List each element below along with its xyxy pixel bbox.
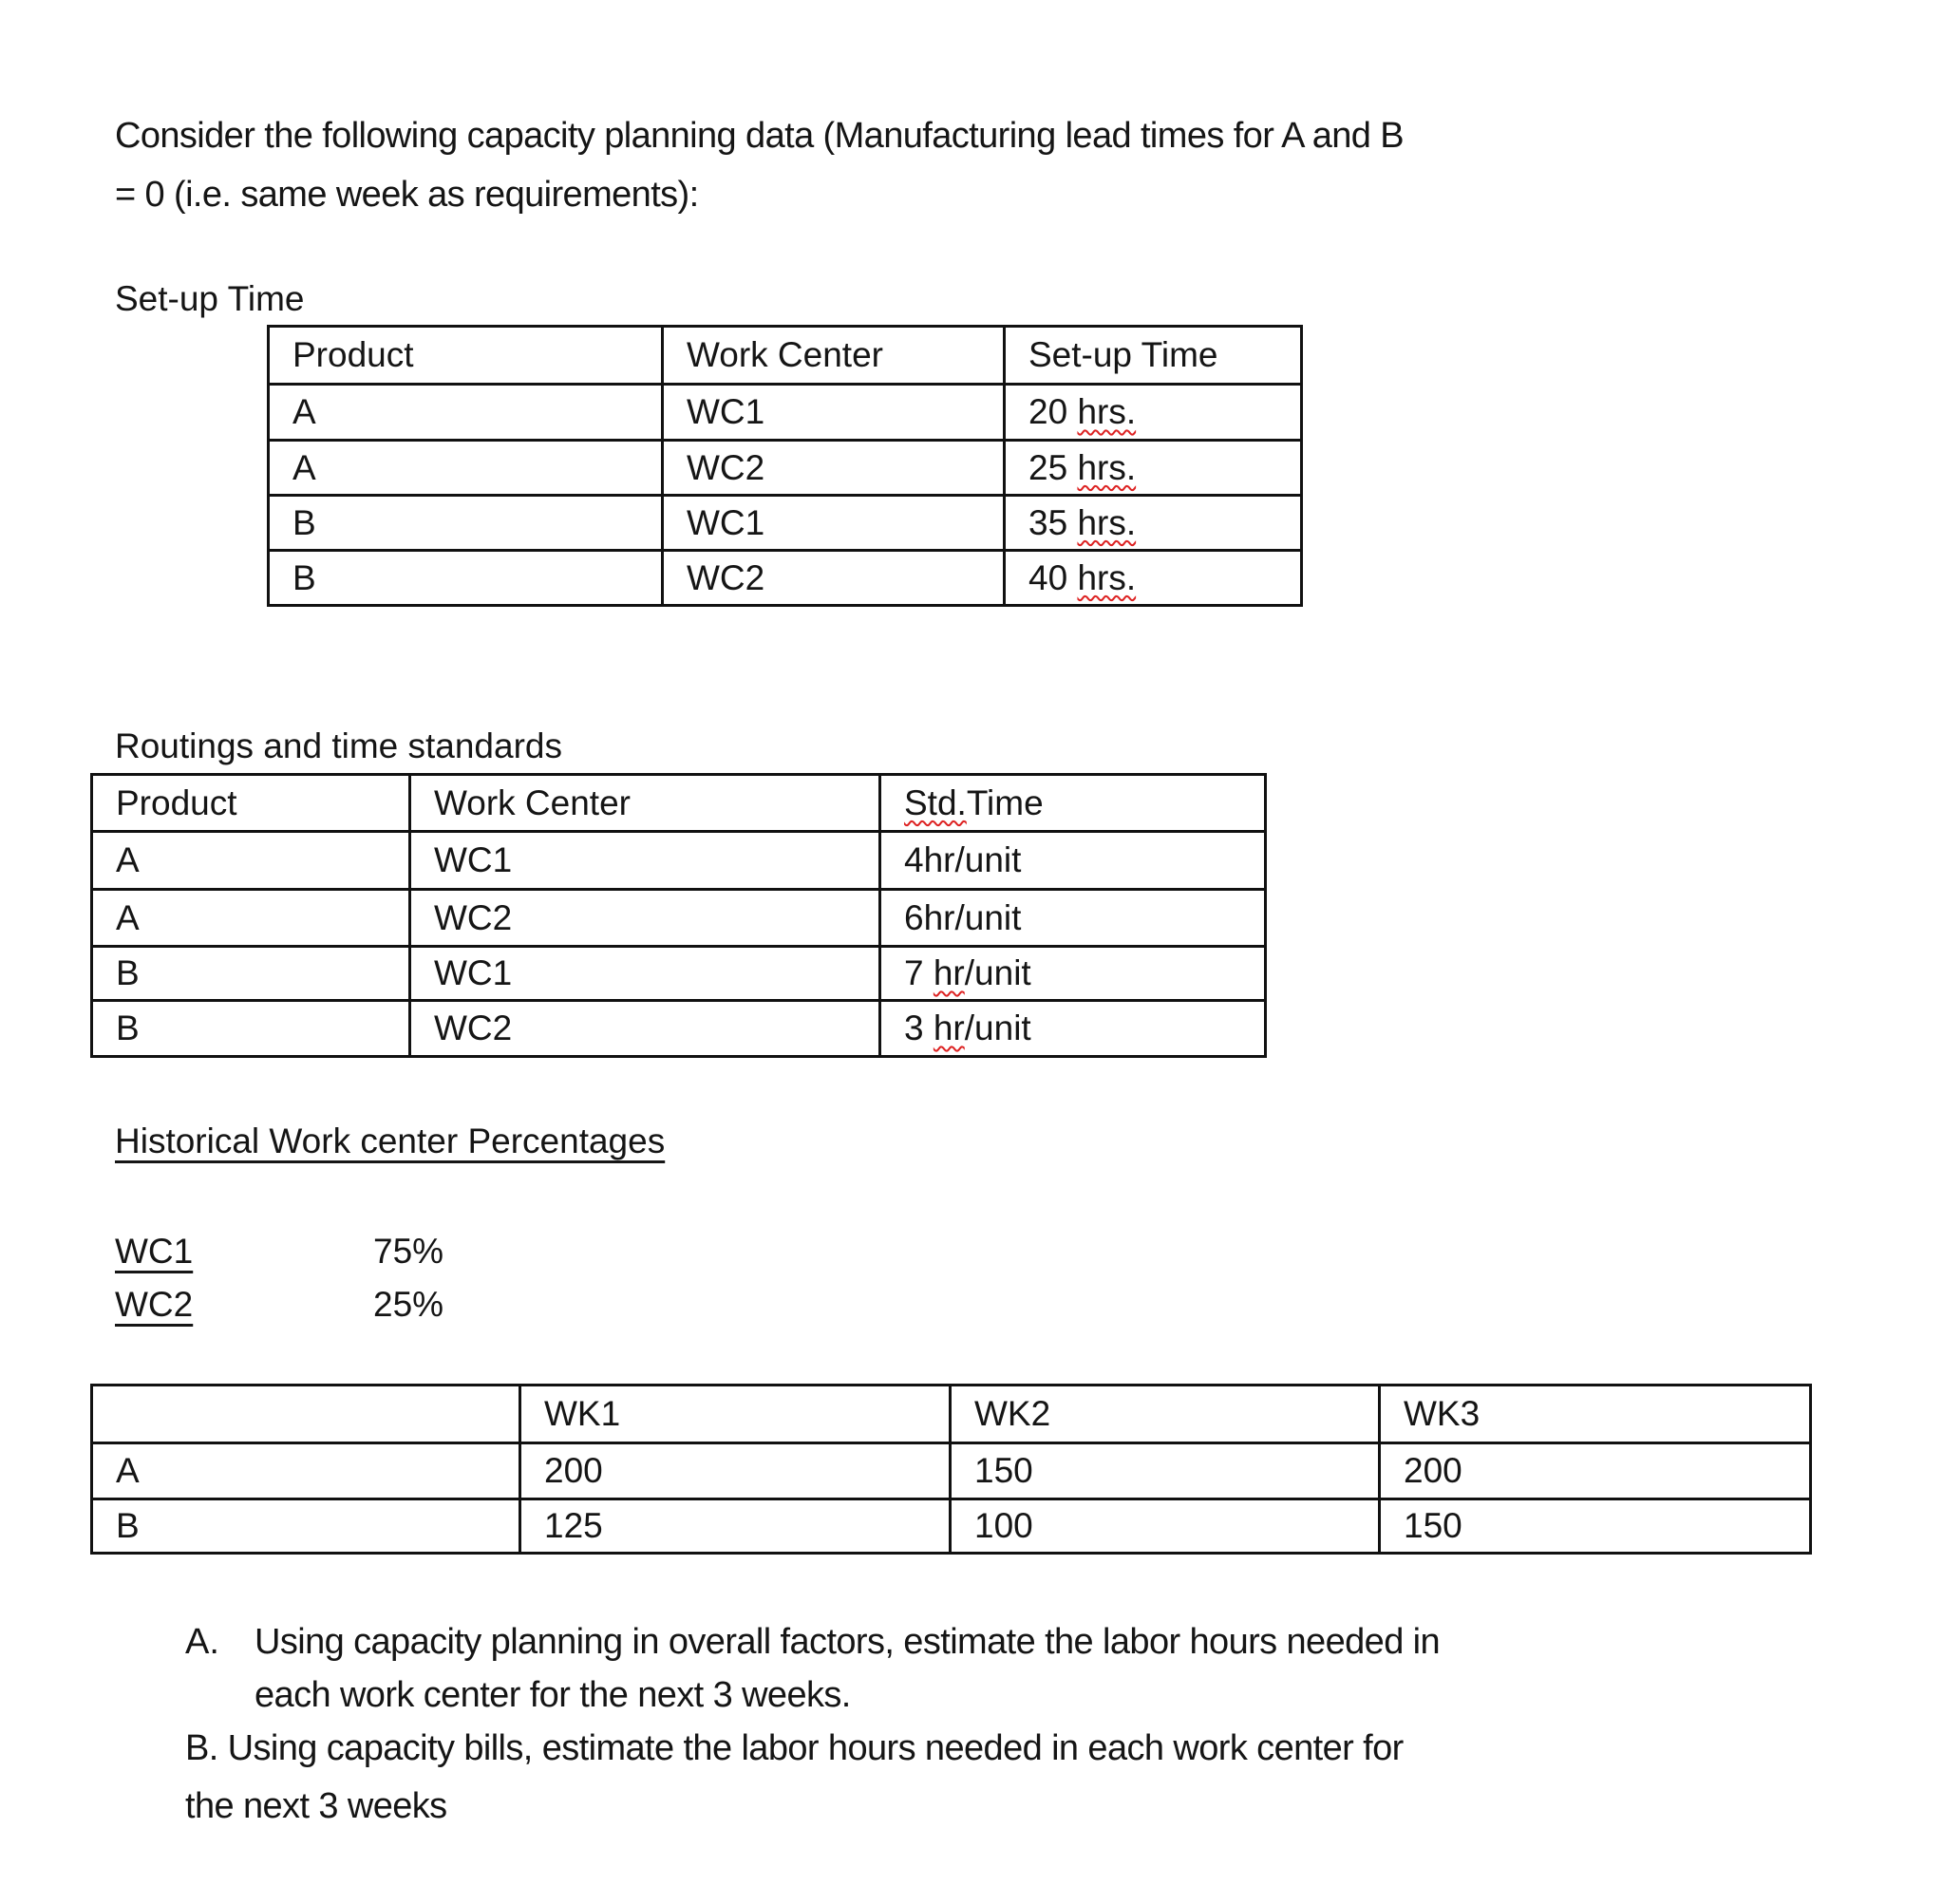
setup-unit: hrs. [1077, 392, 1137, 431]
historical-title: Historical Work center Percentages [115, 1122, 666, 1160]
question-a-marker: A. [185, 1622, 219, 1662]
historical-wc1-label: WC1 [115, 1232, 194, 1271]
std-time-per: /unit [964, 953, 1031, 992]
historical-wc1-pct: 75% [373, 1232, 444, 1271]
header-time: Time [966, 782, 1044, 822]
historical-wc2-pct: 25% [373, 1285, 444, 1324]
std-time-unit: hr [933, 1009, 965, 1047]
setup-time-table [267, 325, 1303, 607]
std-time-value: 3 [904, 1009, 934, 1047]
question-b-line-2: the next 3 weeks [185, 1786, 447, 1826]
header-cell [880, 775, 1266, 832]
table-row [269, 551, 1302, 606]
header-cell: Set-up Time [1005, 327, 1302, 385]
std-time-cell [880, 890, 1266, 947]
setup-time-cell [1005, 385, 1302, 441]
quantity-cell: 200 [520, 1443, 951, 1499]
setup-hours: 20 [1028, 392, 1068, 431]
product-cell: B [92, 947, 410, 1001]
setup-unit: hrs. [1077, 557, 1137, 597]
table-header-row [269, 327, 1302, 385]
work-center-cell: WC2 [663, 441, 1005, 496]
table-row [269, 441, 1302, 496]
table-row [92, 1001, 1266, 1057]
setup-time-cell [1005, 551, 1302, 606]
table-header-row [92, 1386, 1811, 1443]
product-cell: A [269, 385, 663, 441]
table-row [269, 496, 1302, 551]
question-b-line-1: B. Using capacity bills, estimate the labor hours needed in each work center for [185, 1728, 1404, 1768]
product-cell: A [92, 1443, 520, 1499]
quantity-cell: 100 [951, 1499, 1380, 1554]
work-center-cell: WC1 [410, 947, 880, 1001]
header-cell: Product [92, 775, 410, 832]
header-cell: Work Center [663, 327, 1005, 385]
work-center-cell: WC2 [410, 1001, 880, 1057]
header-cell: Product [269, 327, 663, 385]
std-time-cell [880, 947, 1266, 1001]
quantity-cell: 150 [951, 1443, 1380, 1499]
std-time-value: 7 [904, 953, 934, 992]
std-time-per: /unit [964, 1009, 1031, 1047]
header-cell: Work Center [410, 775, 880, 832]
historical-wc2-label: WC2 [115, 1285, 194, 1324]
intro-line-2: = 0 (i.e. same week as requirements): [115, 175, 699, 215]
table-row [269, 385, 1302, 441]
setup-hours: 35 [1028, 502, 1068, 542]
product-cell: B [269, 551, 663, 606]
product-cell: A [92, 890, 410, 947]
header-cell: WK2 [951, 1386, 1380, 1443]
work-center-cell: WC1 [410, 832, 880, 890]
std-time-cell [880, 1001, 1266, 1057]
product-cell: A [92, 832, 410, 890]
std-time-value: 4hr/unit [904, 840, 1022, 879]
std-time-value: 6hr/unit [904, 897, 1022, 937]
quantity-cell: 125 [520, 1499, 951, 1554]
product-cell: B [269, 496, 663, 551]
routings-table [90, 773, 1267, 1058]
work-center-cell: WC2 [663, 551, 1005, 606]
setup-unit: hrs. [1077, 502, 1137, 542]
table-header-row [92, 775, 1266, 832]
setup-unit: hrs. [1077, 447, 1137, 487]
table-row [92, 1499, 1811, 1554]
weekly-requirements-table [90, 1384, 1812, 1555]
work-center-cell: WC1 [663, 385, 1005, 441]
header-std: Std. [904, 782, 967, 822]
setup-title: Set-up Time [115, 279, 305, 318]
setup-hours: 25 [1028, 447, 1068, 487]
header-cell: WK1 [520, 1386, 951, 1443]
setup-time-cell [1005, 441, 1302, 496]
table-row [92, 890, 1266, 947]
question-a-line-1: Using capacity planning in overall factors, estimate the labor hours needed in [255, 1622, 1441, 1662]
quantity-cell: 200 [1380, 1443, 1811, 1499]
table-row [92, 947, 1266, 1001]
question-a-line-2: each work center for the next 3 weeks. [255, 1675, 851, 1715]
header-cell [92, 1386, 520, 1443]
work-center-cell: WC1 [663, 496, 1005, 551]
std-time-unit: hr [933, 953, 965, 992]
table-row [92, 1443, 1811, 1499]
quantity-cell: 150 [1380, 1499, 1811, 1554]
setup-hours: 40 [1028, 557, 1068, 597]
header-cell: WK3 [1380, 1386, 1811, 1443]
setup-time-cell [1005, 496, 1302, 551]
table-row [92, 832, 1266, 890]
work-center-cell: WC2 [410, 890, 880, 947]
product-cell: B [92, 1499, 520, 1554]
std-time-cell [880, 832, 1266, 890]
product-cell: B [92, 1001, 410, 1057]
routings-title: Routings and time standards [115, 726, 562, 765]
product-cell: A [269, 441, 663, 496]
intro-line-1: Consider the following capacity planning data (Manufacturing lead times for A and B [115, 116, 1405, 156]
